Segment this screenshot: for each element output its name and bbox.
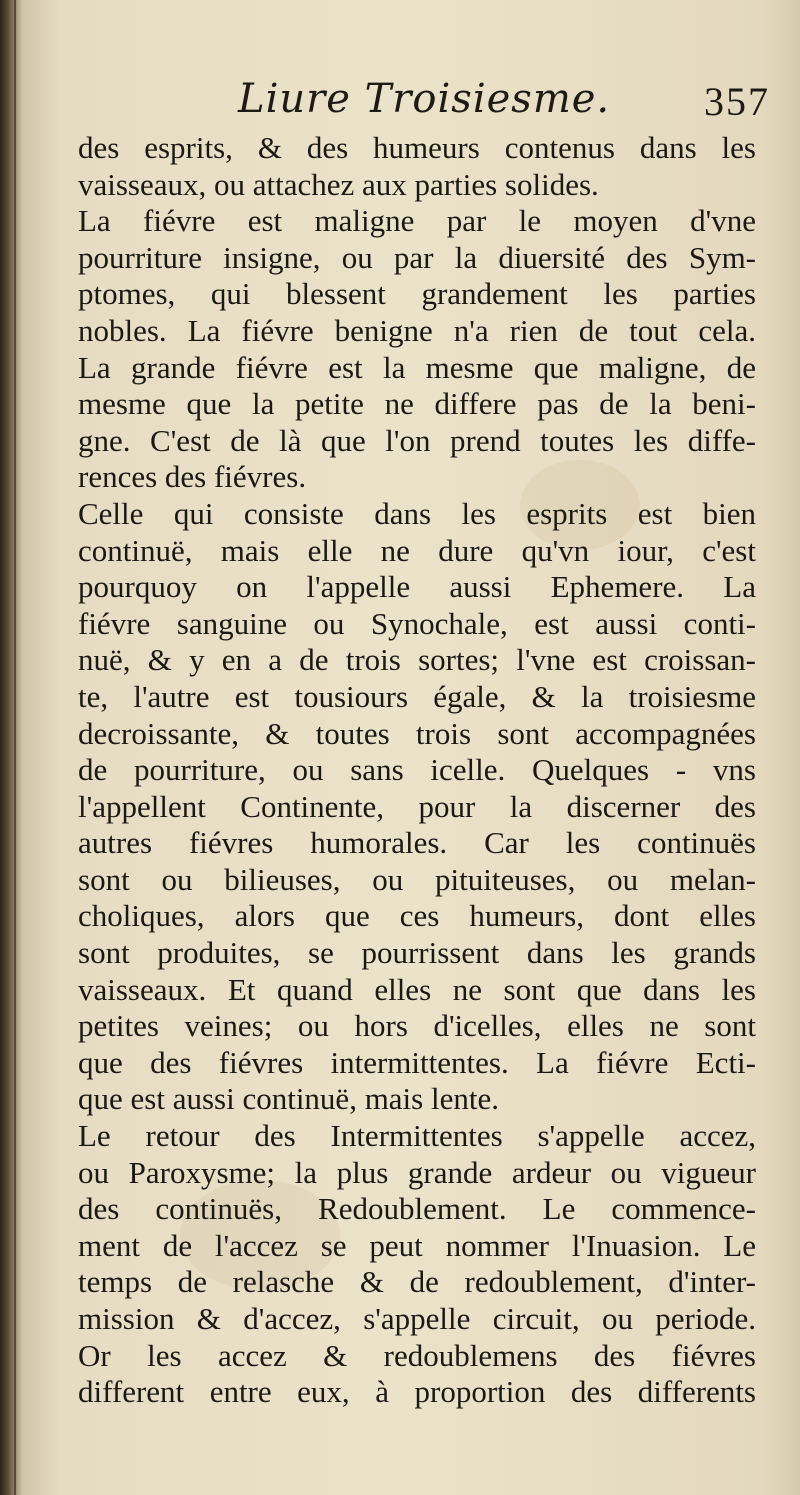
text-line: nuë, & y en a de trois sortes; l'vne est croissan- [78,642,756,678]
text-line: que des fiévres intermittentes. La fiévre Ecti- [78,1044,756,1080]
text-line: nobles. La fiévre benigne n'a rien de tout cela. [78,312,756,348]
text-line: autres fiévres humorales. Car les continuës [78,825,756,861]
page-header [90,68,770,130]
text-line: different entre eux, à proportion des differents [78,1374,756,1410]
text-line: temps de relasche & de redoublement, d'inter- [78,1264,756,1300]
spine-shadow [14,0,16,1495]
text-line: gne. C'est de là que l'on prend toutes les diffe- [78,422,756,458]
text-line: fiévre sanguine ou Synochale, est aussi conti- [78,605,756,641]
text-line: sont produites, se pourrissent dans les grands [78,935,756,971]
text-line: Or les accez & redoublemens des fiévres [78,1337,756,1373]
text-line: rences des fiévres. [78,459,307,495]
text-line: mesme que la petite ne differe pas de la beni- [78,386,756,422]
text-line: vaisseaux, ou attachez aux parties solides. [78,166,599,202]
text-line: des continuës, Redoublement. Le commence- [78,1191,756,1227]
text-line: decroissante, & toutes trois sont accompagnées [78,715,756,751]
text-line: continuë, mais elle ne dure qu'vn iour, c'est [78,532,756,568]
text-line: que est aussi continuë, mais lente. [78,1081,499,1117]
text-line: choliques, alors que ces humeurs, dont elles [78,898,756,934]
page-number: 357 [704,79,770,124]
text-line: La grande fiévre est la mesme que maligne, de [78,349,756,385]
text-line: ou Paroxysme; la plus grande ardeur ou vigueur [78,1154,756,1190]
text-line: pourriture insigne, ou par la diuersité des Sym- [78,239,756,275]
text-line: ment de l'accez se peut nommer l'Inuasion. Le [78,1227,756,1263]
running-title: Liure Troisiesme. [238,76,611,122]
text-line: vaisseaux. Et quand elles ne sont que dans les [78,971,756,1007]
text-line: petites veines; ou hors d'icelles, elles ne sont [78,1008,756,1044]
text-line: sont ou bilieuses, ou pituiteuses, ou melan- [78,861,756,897]
text-line: pourquoy on l'appelle aussi Ephemere. La [78,569,756,605]
text-line: mission & d'accez, s'appelle circuit, ou periode. [78,1301,756,1336]
text-line: Le retour des Intermittentes s'appelle accez, [78,1118,756,1154]
text-line: des esprits, & des humeurs contenus dans les [78,130,756,165]
body-text [78,130,756,1411]
text-line: ptomes, qui blessent grandement les parties [78,276,756,312]
text-line: La fiévre est maligne par le moyen d'vne [78,203,756,239]
text-line: te, l'autre est tousiours égale, & la troisiesme [78,678,756,714]
text-line: de pourriture, ou sans icelle. Quelques - vns [78,752,756,788]
text-line: l'appellent Continente, pour la discerner des [78,788,756,824]
text-line: Celle qui consiste dans les esprits est bien [78,495,756,531]
